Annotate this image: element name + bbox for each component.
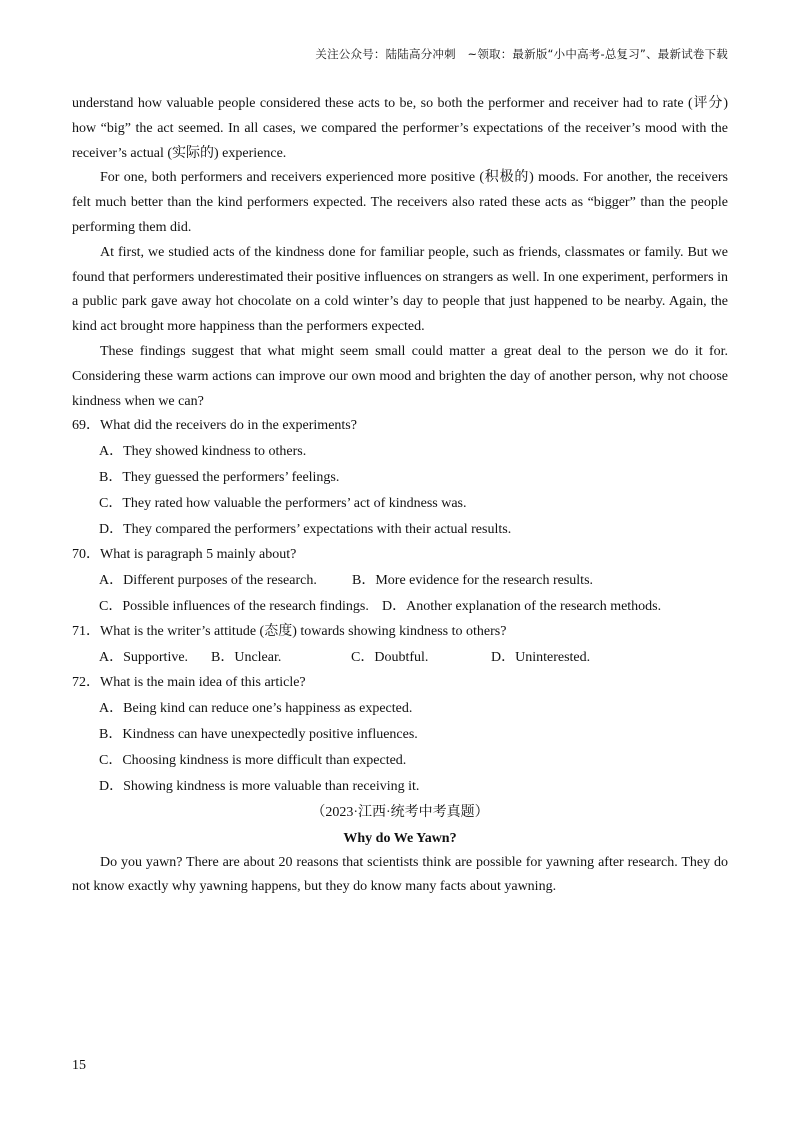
option-row <box>72 594 728 620</box>
page-content <box>72 92 728 900</box>
page-number: 15 <box>72 1058 86 1073</box>
question-71 <box>72 620 728 671</box>
option-c: C．They rated how valuable the performers’ act of kindness was. <box>99 496 467 512</box>
option-b: B．Unclear. <box>211 649 282 665</box>
question-72 <box>72 671 728 800</box>
paragraph: For one, both performers and receivers experienced more positive (积极的) moods. For another, the receivers felt much better than the kind performers expected. The receivers also rated these acts as “bigger” than the people performing them did. <box>72 170 728 235</box>
passage-source: （2023·江西·统考中考真题） <box>311 804 489 820</box>
question-stem: 69．What did the receivers do in the experiments? <box>72 418 357 434</box>
paragraph: At first, we studied acts of the kindness done for familiar people, such as friends, classmates or family. But we found that performers underestimated their positive influences on strangers as well. In one experiment, performers in a public park gave away hot chocolate on a cold winter’s day to people that just happened to be nearby. Again, the kind act brought more happiness than the performers expected. <box>72 244 728 335</box>
paragraph: These findings suggest that what might seem small could matter a great deal to the person we do it for. Considering these warm actions can improve our own mood and brighten the day of another person, why not choose kindness when we can? <box>72 343 728 409</box>
option-c: C．Doubtful. <box>351 649 429 665</box>
passage-title: Why do We Yawn? <box>343 830 457 846</box>
option-d: D．Showing kindness is more valuable than receiving it. <box>99 778 420 794</box>
paragraph: Do you yawn? There are about 20 reasons that scientists think are possible for yawning after research. They do not know exactly why yawning happens, but they do know many facts about yawning. <box>72 854 728 895</box>
question-69 <box>72 414 728 543</box>
option-a: A．They showed kindness to others. <box>99 444 307 460</box>
option-d: D．They compared the performers’ expectations with their actual results. <box>99 522 512 538</box>
question-stem: 71．What is the writer’s attitude (态度) towards showing kindness to others? <box>72 623 507 639</box>
page-header: 关注公众号：陆陆高分冲刺 ~领取：最新版“小中高考-总复习”、最新试卷下载 <box>315 47 728 61</box>
option-d: D．Another explanation of the research methods. <box>382 598 662 614</box>
option-b: B．More evidence for the research results. <box>352 572 594 588</box>
option-c: C．Choosing kindness is more difficult than expected. <box>99 752 407 768</box>
option-d: D．Uninterested. <box>491 649 591 665</box>
option-row <box>72 568 728 594</box>
option-a: A．Being kind can reduce one’s happiness as expected. <box>99 700 413 716</box>
option-row <box>72 645 728 671</box>
option-c: C．Possible influences of the research findings. <box>99 598 369 614</box>
question-70 <box>72 543 728 620</box>
option-b: B．Kindness can have unexpectedly positive influences. <box>99 726 418 742</box>
paragraph-continued: understand how valuable people considered these acts to be, so both the performer and receiver had to rate (评分) how “big” the act seemed. In all cases, we compared the performer’s expectations of the receiver’s mood with the receiver’s actual (实际的) experience. <box>72 96 728 161</box>
option-a: A．Different purposes of the research. <box>99 572 317 588</box>
option-b: B．They guessed the performers’ feelings. <box>99 470 340 486</box>
question-stem: 70．What is paragraph 5 mainly about? <box>72 547 297 563</box>
question-stem: 72．What is the main idea of this article? <box>72 674 306 690</box>
option-a: A．Supportive. <box>99 649 189 665</box>
